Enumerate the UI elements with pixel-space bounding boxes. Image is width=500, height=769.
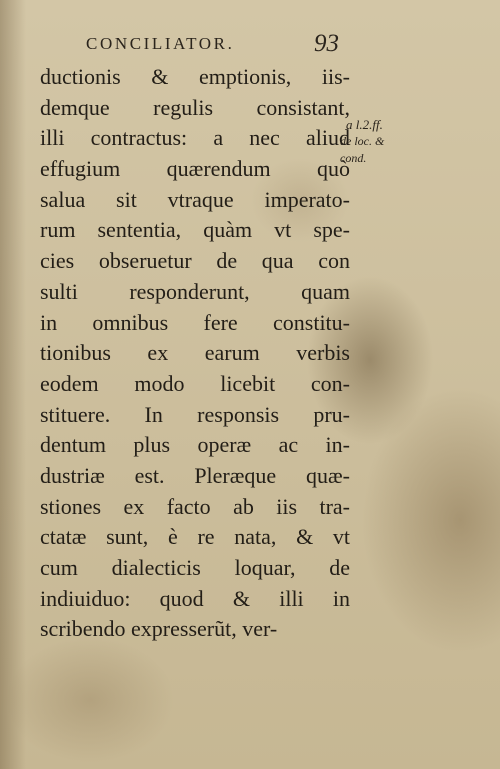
text-line: rum sententia, quàm vt spe- (40, 217, 350, 243)
marginal-note-line: a l.2.ff. (346, 117, 383, 132)
text-line: ductionis & emptionis, iis- (40, 64, 350, 89)
text-line: salua sit vtraque imperato- (40, 186, 350, 212)
page-gutter-shadow (0, 0, 26, 769)
text-line: cies obseruetur de qua con (40, 248, 350, 274)
marginal-note-line: cond. (340, 151, 367, 165)
running-head: CONCILIATOR. (86, 34, 235, 53)
text-block (40, 62, 350, 645)
text-line: dustriæ est. Pleræque quæ- (40, 462, 350, 488)
text-line: cum dialecticis loquar, de (40, 555, 350, 580)
text-line: scribendo expresserũt, ver- (40, 616, 278, 642)
text-line: illi contractus: a nec aliud (40, 125, 350, 151)
text-line: eodem modo licebit con- (40, 370, 350, 396)
text-line: stituere. In responsis pru- (40, 401, 350, 427)
marginal-note (338, 116, 418, 167)
text-line: dentum plus operæ ac in- (40, 432, 350, 458)
page-number: 93 (314, 30, 339, 57)
text-line: in omnibus fere constitu- (40, 309, 350, 335)
text-line: demque regulis consistant, (40, 94, 350, 120)
text-line: ctatæ sunt, è re nata, & vt (40, 524, 350, 550)
text-line: stiones ex facto ab iis tra- (40, 493, 350, 519)
text-line: effugium quærendum quò (40, 156, 350, 182)
text-line: sulti responderunt, quam (40, 278, 350, 304)
marginal-note-line: de loc. & (340, 134, 385, 148)
text-line: indiuiduo: quod & illi in (40, 585, 350, 611)
text-line: tionibus ex earum verbis (40, 340, 350, 366)
